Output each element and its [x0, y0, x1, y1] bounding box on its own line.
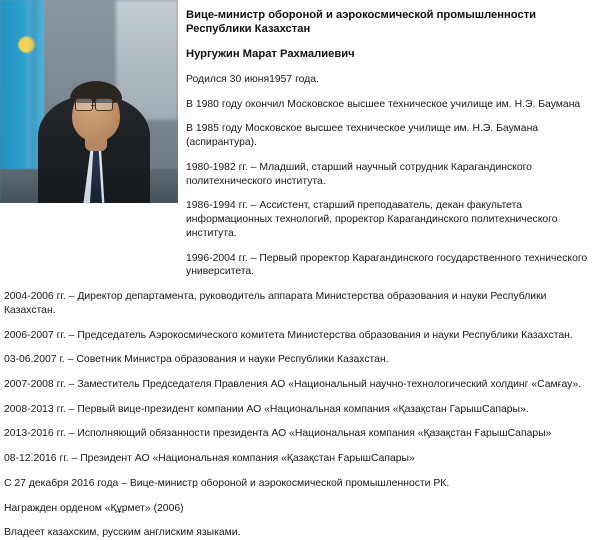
person-name: Нургужин Марат Рахмалиевич	[186, 47, 355, 60]
bio-paragraph: 2006-2007 гг. – Председатель Аэрокосмического комитета Министерства образования и науки Республики Казахстан.	[4, 329, 573, 341]
bio-paragraph: 03-06.2007 г. – Советник Министра образования и науки Республики Казахстан.	[4, 354, 389, 366]
bio-paragraph: 2013-2016 гг. – Исполняющий обязанности президента АО «Национальная компания «Қазақстан ҒарышСапары»	[4, 428, 552, 440]
bio-paragraph: Родился 30 июня1957 года.	[186, 73, 319, 85]
bio-paragraph: 1996-2004 гг. – Первый проректор Карагандинского государственного технического университета.	[186, 252, 588, 278]
bio-top-column	[178, 0, 600, 290]
bio-paragraph: В 1980 году окончил Московское высшее техническое училище им. Н.Э. Баумана	[186, 98, 581, 110]
bio-paragraph: 08-12.2016 гг. – Президент АО «Национальная компания «Қазақстан ҒарышСапары»	[4, 453, 415, 465]
award-line: Награжден орденом «Құрмет» (2006)	[4, 502, 184, 514]
languages-line: Владеет казахским, русским англиским языками.	[4, 527, 241, 539]
bio-paragraph: 2008-2013 гг. – Первый вице-президент компании АО «Национальная компания «Қазақстан ГарышСапары».	[4, 403, 529, 415]
bio-paragraph: 2007-2008 гг. – Заместитель Председателя Правления АО «Национальный научно-технологический холдинг «Самғау».	[4, 379, 582, 390]
portrait-photo	[0, 0, 178, 203]
bio-paragraph: С 27 декабря 2016 года – Вице-министр обороной и аэрокосмической промышленности РК.	[4, 477, 450, 489]
bio-bottom-section	[0, 290, 600, 540]
bio-paragraph: 1980-1982 гг. – Младший, старший научный сотрудник Карагандинского политехнического института.	[186, 161, 532, 187]
photo-grain-overlay	[0, 0, 178, 203]
bio-paragraph: В 1985 году Московское высшее техническое училище им. Н.Э. Баумана (аспирантура).	[186, 123, 539, 149]
bio-paragraph: 1986-1994 гг. – Ассистент, старший преподаватель, декан факультета информационных технологий, проректор Карагандинского политехнического института.	[186, 200, 558, 239]
page-title: Вице-министр обороной и аэрокосмической промышленности Республики Казахстан	[186, 9, 537, 36]
bio-paragraph: 2004-2006 гг. – Директор департамента, руководитель аппарата Министерства образования и науки Республики Казахстан.	[4, 291, 547, 316]
